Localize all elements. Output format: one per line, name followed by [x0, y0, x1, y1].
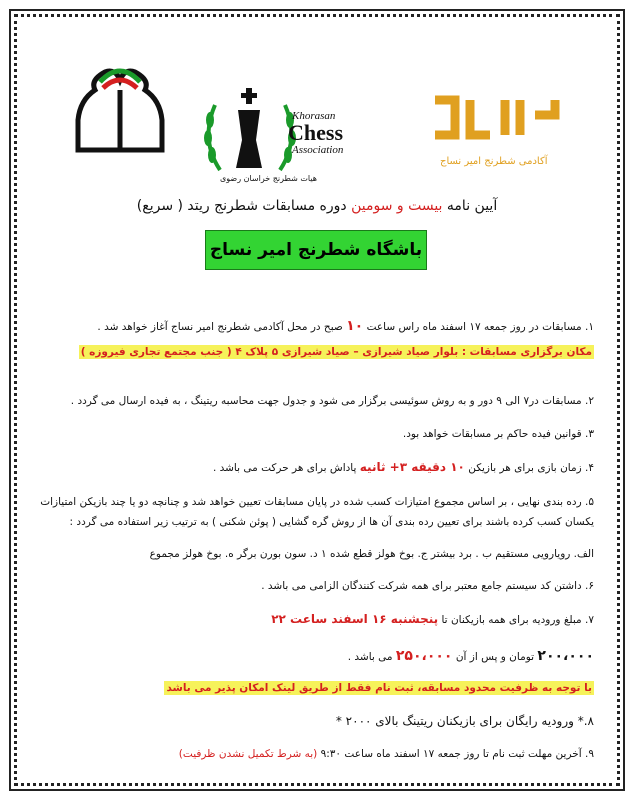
item-7-deadline: پنجشنبه ۱۶ اسفند ساعت ۲۲: [271, 612, 439, 626]
item-4-time: ۱۰ دقیقه ۳+ ثانیه: [359, 460, 465, 474]
logo-association-text: Association: [292, 144, 344, 156]
logo-fa-text: هیات شطرنج خراسان رضوی: [220, 174, 317, 183]
item-4: [40, 460, 594, 474]
item-7-fees: [40, 648, 594, 664]
venue-text: مکان برگزاری مسابقات : بلوار صیاد شیرازی – صیاد شیرازی ۵ پلاک ۴ ( جنب مجتمع تجاری فیروزه ): [80, 346, 592, 358]
item-1-hour: ۱۰: [346, 318, 364, 334]
fee-early: ۲۰۰،۰۰۰: [537, 648, 594, 664]
item-1-end: صبح در محل آکادمی شطرنج امیر نساج آغاز خواهد شد .: [97, 321, 343, 333]
item-1-start: ۱. مسابقات در روز جمعه ۱۷ اسفند ماه راس ساعت: [366, 321, 594, 333]
fee-middle: تومان و پس از آن: [455, 651, 535, 663]
item-4-end: پاداش برای هر حرکت می باشد .: [212, 462, 357, 474]
federation-knight-logo: [70, 60, 170, 155]
item-8: ۸.* ورودیه رایگان برای بازیکنان ریتینگ بالای ۲۰۰۰ *: [335, 714, 594, 728]
item-7-start: ۷. مبلغ ورودیه برای همه بازیکنان تا: [441, 614, 594, 626]
item-9-condition: (به شرط تکمیل نشدن ظرفیت): [178, 748, 318, 760]
document-title: [40, 198, 594, 214]
venue-line: [40, 346, 594, 358]
title-prefix: آیین نامه: [446, 198, 498, 214]
logo-khorasan-text: Khorasan: [292, 110, 336, 122]
club-name-banner: باشگاه شطرنج امیر نساج: [205, 230, 427, 270]
item-2: ۲. مسابقات در۷ الی ۹ دور و به روش سوئیسی برگزار می شود و جدول جهت محاسبه ریتینگ ، به فیده ارسال می گردد .: [70, 395, 594, 407]
item-1: [40, 318, 594, 334]
notice-line: [40, 682, 594, 694]
registration-notice: با توجه به ظرفیت محدود مسابقه، ثبت نام فقط از طریق لینک امکان پذیر می باشد: [166, 682, 592, 694]
item-9-start: ۹. آخرین مهلت ثبت نام تا روز جمعه ۱۷ اسفند ماه ساعت ۹:۳۰: [320, 748, 594, 760]
item-5-tiebreaks: الف. رویارویی مستقیم ب . برد بیشتر ج. بوخ هولز قطع شده ۱ د. سون بورن برگر ه. بوخ هولز مجموع: [149, 548, 594, 560]
title-suffix: دوره مسابقات شطرنج ریتد ( سریع): [136, 198, 347, 214]
item-6: ۶. داشتن کد سیستم جامع معتبر برای همه شرکت کنندگان الزامی می باشد .: [261, 580, 594, 592]
item-5-line-2: یکسان کسب کرده باشند برای تعیین رده بندی آن ها از روش گره گشایی ( پوئن شکنی ) به ترتیب زیر استفاده می گردد :: [69, 516, 594, 528]
item-5-line-1: ۵. رده بندی نهایی ، بر اساس مجموع امتیازات کسب شده در پایان مسابقات تعیین خواهد شد و چنانچه دو یا چند بازیکن امتیازات: [40, 496, 594, 508]
logo-row: [0, 60, 634, 200]
item-9: [40, 748, 594, 760]
title-highlight: بیست و سومین: [351, 198, 443, 214]
academy-mark-icon: [415, 90, 575, 150]
academy-name-text: آکادمی شطرنج امیر نساج: [440, 156, 548, 167]
logo-chess-text: Chess: [288, 120, 344, 145]
fee-late: ۲۵۰،۰۰۰: [395, 648, 453, 664]
item-3: ۳. قوانین فیده حاکم بر مسابقات خواهد بود.: [402, 428, 594, 440]
fee-end: می باشد .: [347, 651, 393, 663]
item-4-start: ۴. زمان بازی برای هر بازیکن: [468, 462, 594, 474]
item-7: [40, 612, 594, 626]
amir-nassaj-academy-logo: [415, 90, 575, 190]
khorasan-chess-association-logo: [200, 80, 375, 190]
